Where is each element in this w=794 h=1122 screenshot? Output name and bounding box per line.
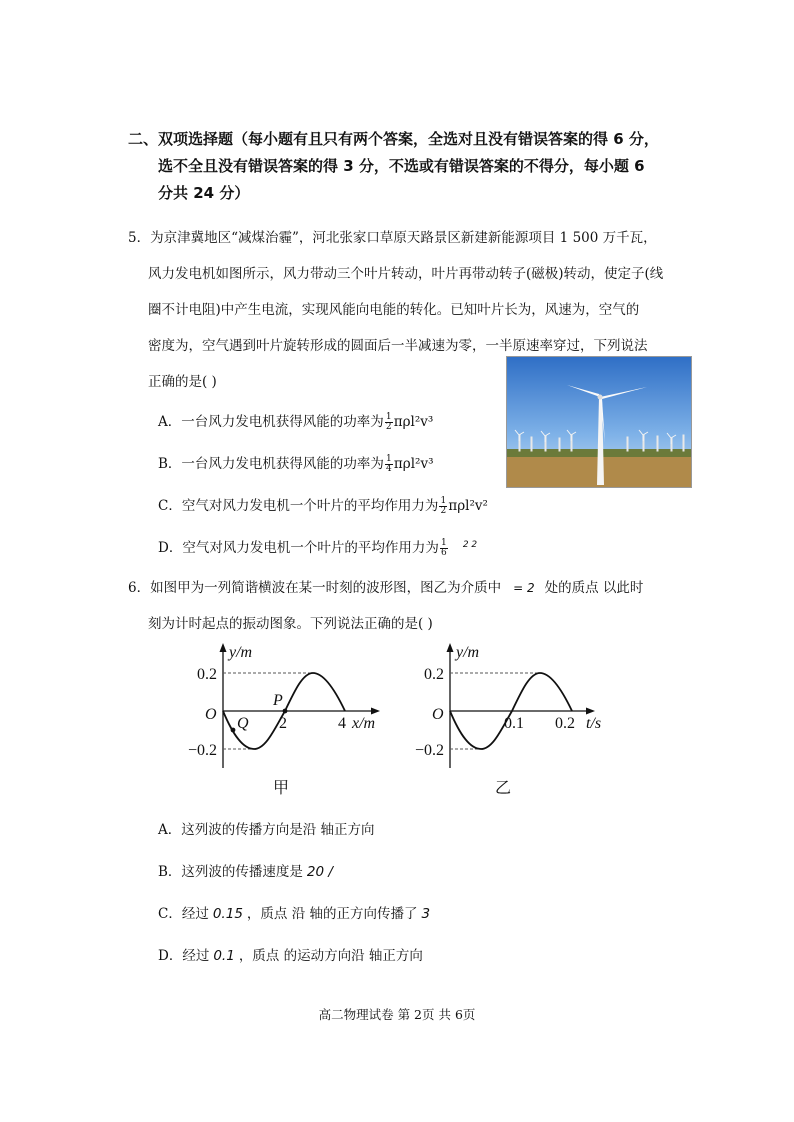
q6-option-b bbox=[158, 860, 333, 880]
numerator: 1 bbox=[440, 538, 447, 548]
label-q: Q bbox=[237, 715, 249, 732]
q5-line-5: 正确的是( ) bbox=[148, 374, 217, 390]
fraction bbox=[440, 539, 448, 558]
q6-x-value: = 2 bbox=[513, 581, 535, 595]
label-p: P bbox=[273, 692, 283, 709]
q6-option-c-value-2: 3 bbox=[421, 906, 431, 922]
q5-option-b bbox=[158, 452, 434, 474]
q6-line-1 bbox=[128, 576, 643, 596]
graph-yi bbox=[415, 643, 601, 797]
q6-line-1-a: 6．如图甲为一列简谐横波在某一时刻的波形图，图乙为介质中 bbox=[128, 580, 502, 596]
yi-tick-top: 0.2 bbox=[424, 666, 444, 683]
section-line-2: 选不全且没有错误答案的得 3 分，不选或有错误答案的不得分，每小题 6 bbox=[158, 157, 645, 175]
jia-tick-top: 0.2 bbox=[197, 666, 217, 683]
point-p bbox=[283, 709, 288, 714]
yi-tick-bottom: −0.2 bbox=[415, 742, 445, 759]
numerator: 1 bbox=[440, 496, 447, 506]
wave-graphs bbox=[185, 640, 625, 800]
denominator: 4 bbox=[386, 464, 392, 474]
yi-ylabel: y/m bbox=[456, 644, 480, 661]
point-q bbox=[231, 728, 236, 733]
section-line-1: 二、双项选择题（每小题有且只有两个答案，全选对且没有错误答案的得 6 分， bbox=[128, 130, 659, 148]
q5-option-a-text: A．一台风力发电机获得风能的功率为 bbox=[158, 414, 384, 430]
jia-tick-x2: 4 bbox=[338, 715, 346, 732]
q6-option-d-text-1: D．经过 bbox=[158, 948, 210, 964]
q6-option-b-text: B．这列波的传播速度是 bbox=[158, 864, 303, 880]
q6-option-d bbox=[158, 944, 423, 964]
yi-caption: 乙 bbox=[495, 780, 512, 797]
q6-option-a: A．这列波的传播方向是沿 轴正方向 bbox=[158, 822, 375, 838]
q5-option-c bbox=[158, 494, 488, 516]
numerator: 1 bbox=[386, 454, 392, 464]
q6-option-b-value: 20 / bbox=[306, 864, 333, 880]
fraction bbox=[385, 455, 393, 474]
jia-ylabel: y/m bbox=[229, 644, 253, 661]
graph-jia bbox=[188, 643, 380, 797]
fraction bbox=[385, 413, 393, 432]
jia-origin: O bbox=[205, 706, 217, 723]
yi-tick-x1: 0.1 bbox=[504, 715, 524, 732]
wind-turbine-photo bbox=[506, 356, 692, 488]
formula: 2 2 bbox=[462, 539, 478, 550]
yi-tick-x2: 0.2 bbox=[555, 715, 575, 732]
q6-option-c bbox=[158, 902, 430, 922]
formula: πρl²v³ bbox=[393, 414, 434, 430]
section-heading bbox=[128, 126, 688, 207]
denominator: 2 bbox=[440, 506, 447, 516]
q5-option-a bbox=[158, 410, 433, 432]
jia-tick-x1: 2 bbox=[279, 715, 287, 732]
numerator: 1 bbox=[385, 412, 392, 422]
q6-option-c-value: 0.15 bbox=[212, 906, 243, 922]
fraction bbox=[439, 497, 447, 516]
page-footer: 高二物理试卷 第 2页 共 6页 bbox=[318, 1007, 476, 1022]
q5-line-3: 圈不计电阻)中产生电流，实现风能向电能的转化。已知叶片长为，风速为，空气的 bbox=[148, 302, 640, 318]
q6-option-d-value: 0.1 bbox=[213, 948, 235, 964]
q5-line-2: 风力发电机如图所示，风力带动三个叶片转动，叶片再带动转子(磁极)转动，使定子(线 bbox=[148, 266, 664, 282]
jia-xlabel: x/m bbox=[352, 715, 376, 732]
q5-line-1: 5．为京津冀地区“减煤治霾”，河北张家口草原天路景区新建新能源项目 1 500 万千瓦， bbox=[128, 230, 657, 246]
q6-option-c-text-2: ，质点 沿 轴的正方向传播了 bbox=[246, 906, 418, 922]
jia-tick-bottom: −0.2 bbox=[188, 742, 218, 759]
q6-line-2: 刻为计时起点的振动图象。下列说法正确的是( ) bbox=[148, 616, 433, 632]
jia-caption: 甲 bbox=[273, 780, 290, 797]
denominator: 6 bbox=[440, 548, 447, 558]
q5-option-c-text: C．空气对风力发电机一个叶片的平均作用力为 bbox=[158, 498, 439, 514]
formula: πρl²v² bbox=[448, 498, 488, 514]
q5-option-d bbox=[158, 536, 477, 558]
yi-xlabel: t/s bbox=[586, 715, 602, 732]
q6-option-c-text-1: C．经过 bbox=[158, 906, 209, 922]
section-line-3: 分共 24 分） bbox=[158, 184, 250, 202]
q5-option-b-text: B．一台风力发电机获得风能的功率为 bbox=[158, 456, 384, 472]
formula: πρl²v³ bbox=[393, 456, 434, 472]
q6-option-d-text-2: ，质点 的运动方向沿 轴正方向 bbox=[238, 948, 423, 964]
q5-line-4: 密度为，空气遇到叶片旋转形成的圆面后一半减速为零，一半原速率穿过，下列说法 bbox=[148, 338, 648, 354]
q5-option-d-text: D．空气对风力发电机一个叶片的平均作用力为 bbox=[158, 540, 439, 556]
yi-origin: O bbox=[432, 706, 444, 723]
denominator: 2 bbox=[385, 422, 392, 432]
q6-line-1-c: 处的质点 以此时 bbox=[544, 580, 644, 596]
